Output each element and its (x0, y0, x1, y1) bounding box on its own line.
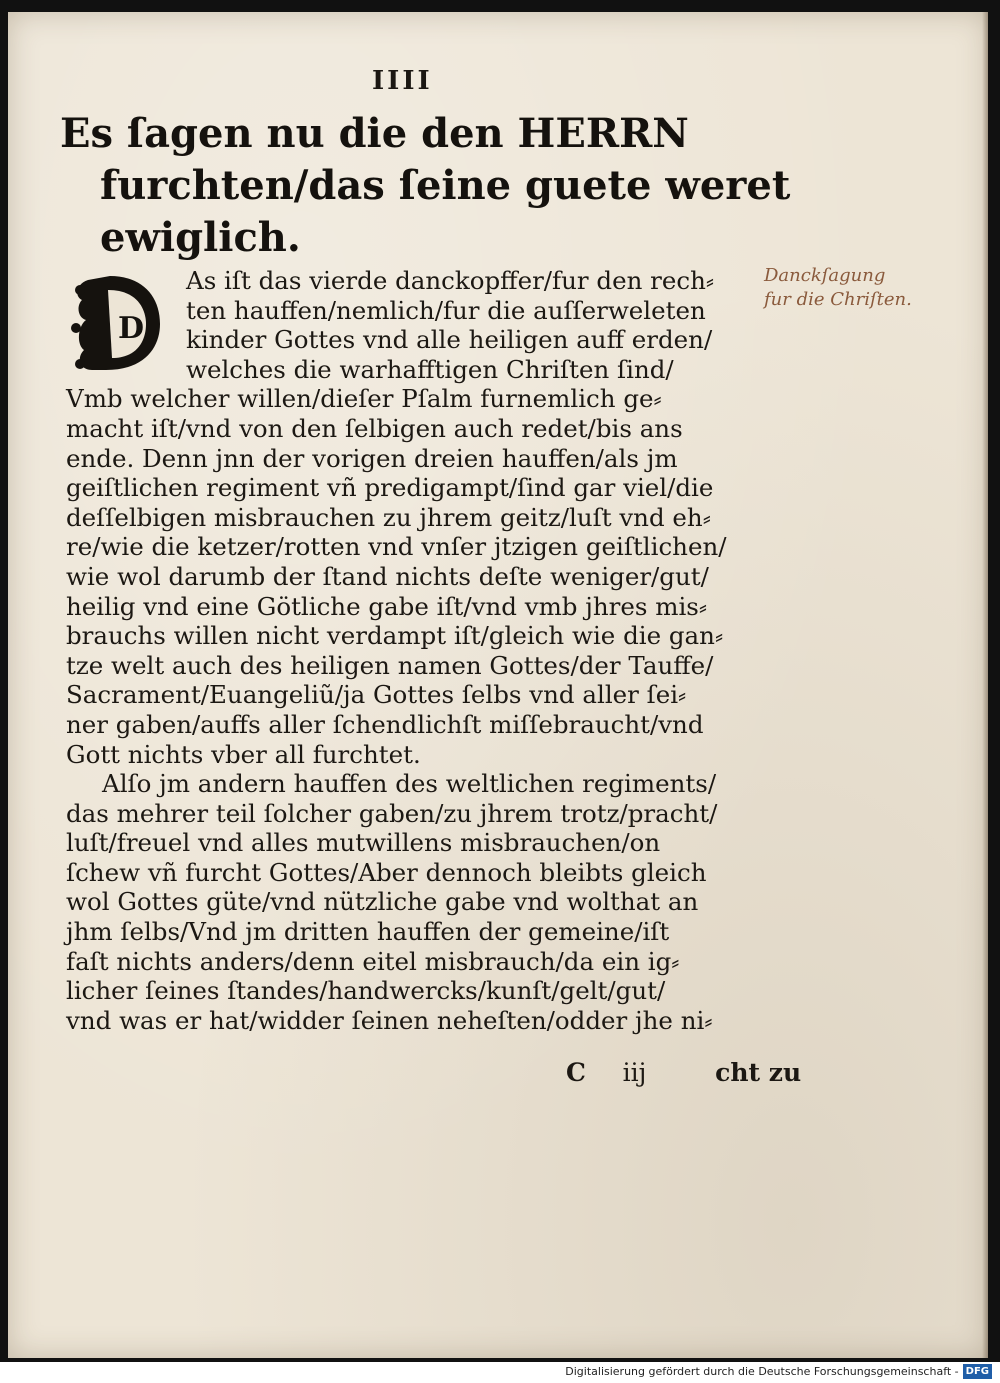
text-line: luſt/freuel vnd alles mutwillens misbrauchen/on (66, 828, 661, 858)
signature-mark: C (566, 1058, 586, 1087)
text-line: wol Gottes güte/vnd nützliche gabe vnd wolthat an (66, 887, 699, 917)
text-line: licher ſeines ſtandes/handwercks/kunſt/gelt/gut/ (66, 976, 666, 1006)
text-line: brauchs willen nicht verdampt iſt/gleich wie die gan⸗ (66, 621, 724, 651)
credit-text: Digitalisierung gefördert durch die Deutsche Forschungsgemeinschaft - (565, 1364, 959, 1378)
text-line: kinder Gottes vnd alle heiligen auff erden/ (186, 325, 713, 355)
text-line: Sacrament/Euangeliũ/ja Gottes ſelbs vnd aller ſei⸗ (66, 680, 687, 710)
page-edge-shadow (982, 12, 988, 1358)
text-line: ende. Denn jnn der vorigen dreien hauffen/als jm (66, 443, 678, 473)
text-line: ten hauffen/nemlich/fur die auſſerweleten (186, 295, 706, 325)
text-line: jhm ſelbs/Vnd jm dritten hauffen der gemeine/iſt (66, 917, 670, 947)
text-line: Gott nichts vber all furchtet. (66, 739, 421, 769)
digitization-credit (565, 1363, 992, 1379)
text-line: heilig vnd eine Götliche gabe iſt/vnd vmb jhres mis⸗ (66, 591, 708, 621)
text-line: As iſt das vierde danckopffer/fur den rech⸗ (186, 266, 715, 295)
text-line: ſchew vñ furcht Gottes/Aber dennoch bleibts gleich (66, 857, 707, 887)
text-line: das mehrer teil ſolcher gaben/zu jhrem trotz/pracht/ (66, 798, 718, 828)
text-line: vnd was er hat/widder ſeinen neheſten/odder jhe ni⸗ (66, 1005, 713, 1035)
heading-line: furchten/das ſeine guete weret (100, 162, 791, 209)
text-line: geiſtlichen regiment vñ predigampt/ſind gar viel/die (66, 473, 714, 503)
handwritten-marginal-note (764, 264, 912, 312)
text-line: Alſo jm andern hauffen des weltlichen regiments/ (102, 769, 717, 799)
marginal-note-line: fur die Chriſten. (764, 289, 912, 310)
catchword: cht zu (715, 1058, 802, 1087)
text-line: re/wie die ketzer/rotten vnd vnſer jtzigen geiſtlichen/ (66, 532, 727, 562)
text-line: deſſelbigen misbrauchen zu jhrem geitz/luſt vnd eh⸗ (66, 502, 711, 532)
signature-number: iij (622, 1058, 647, 1087)
heading-line: ewiglich. (100, 214, 301, 261)
text-line: faſt nichts anders/denn eitel misbrauch/da ein ig⸗ (66, 946, 680, 976)
text-line: ner gaben/auffs aller ſchendlichſt miſſebraucht/vnd (66, 709, 704, 739)
text-line: tze welt auch des heiligen namen Gottes/der Tauffe/ (66, 650, 714, 680)
psalm-verse-heading (60, 108, 791, 264)
dfg-logo: DFG (963, 1364, 992, 1379)
text-line: Vmb welcher willen/dieſer Pſalm furnemlich ge⸗ (66, 384, 662, 414)
folio-number: IIII (372, 66, 433, 96)
text-line: wie wol darumb der ſtand nichts deſte weniger/gut/ (66, 561, 709, 591)
marginal-note-line: Danckſagung (764, 265, 886, 286)
heading-line: Es ſagen nu die den HERRN (60, 110, 689, 157)
body-text (66, 266, 766, 1035)
initial-letter: D (118, 311, 145, 346)
text-line: welches die warhafftigen Chriſten ſind/ (186, 354, 674, 384)
text-line: macht iſt/vnd von den ſelbigen auch redet/bis ans (66, 413, 683, 443)
signature-catchword-line (566, 1058, 801, 1087)
